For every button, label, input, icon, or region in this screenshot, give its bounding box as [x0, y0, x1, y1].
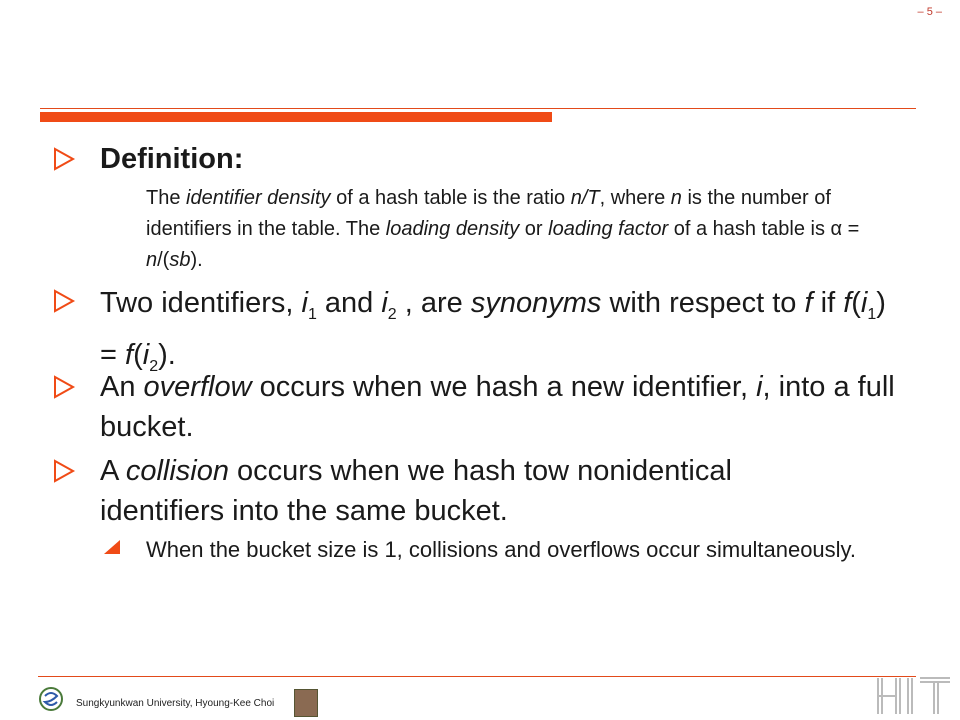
bullet-arrow-icon	[52, 147, 76, 171]
author-avatar	[294, 689, 318, 717]
sub-note: When the bucket size is 1, collisions and overflows occur simultaneously.	[146, 537, 857, 562]
bullet-arrow-icon	[52, 375, 76, 399]
hit-logo-icon	[874, 674, 952, 718]
university-logo-icon	[38, 686, 64, 712]
bullet-arrow-icon	[52, 289, 76, 313]
definition-heading: Definition:	[100, 143, 244, 175]
collision-bullet: A collision occurs when we hash tow nonidentical identifiers into the same bucket.	[100, 455, 732, 527]
bullet-arrow-icon	[52, 459, 76, 483]
header-rule-thin	[40, 108, 916, 109]
page-number: – 5 –	[917, 6, 942, 18]
header-rule-thick	[40, 112, 552, 122]
definition-paragraph: The identifier density of a hash table is the ratio n/T, where n is the number of identifiers in the table. The loading density or loading factor of a hash table is α = n/(sb).	[146, 187, 860, 271]
synonyms-bullet: Two identifiers, $i_1$ and $i_2$ , are synonyms with respect to f if $f(i_1) = f(i_2)$.	[100, 287, 886, 375]
sub-bullet-triangle-icon	[104, 540, 120, 554]
footer-rule	[38, 676, 916, 677]
overflow-bullet: An overflow occurs when we hash a new identifier, i, into a full bucket.	[100, 371, 895, 443]
footer-credit: Sungkyunkwan University, Hyoung-Kee Choi	[76, 698, 275, 709]
